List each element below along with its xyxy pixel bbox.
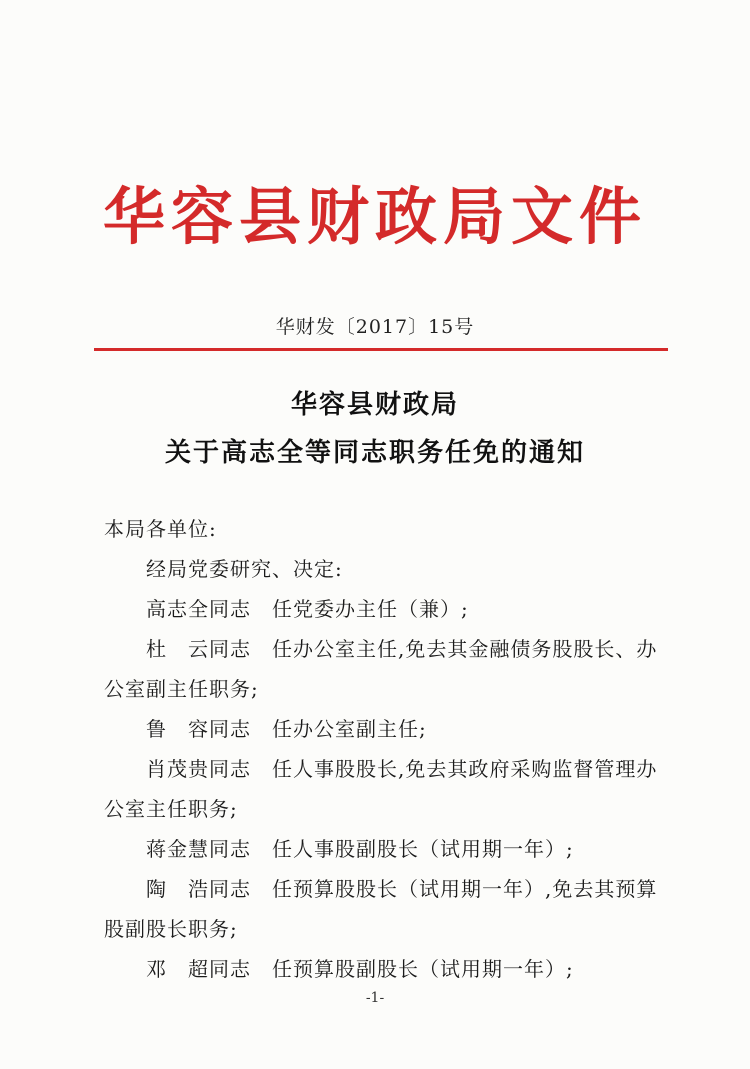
document-header-title: 华容县财政局文件 <box>102 180 647 253</box>
document-number: 华财发〔2017〕15号 <box>275 316 475 338</box>
red-divider-line <box>94 348 668 351</box>
body-line: 肖茂贵同志 任人事股股长,免去其政府采购监督管理办 <box>146 757 658 781</box>
body-line: 经局党委研究、决定: <box>146 557 343 581</box>
page-number: -1- <box>365 990 385 1006</box>
notice-title-line2: 关于高志全等同志职务任免的通知 <box>164 438 585 468</box>
body-line: 蒋金慧同志 任人事股副股长（试用期一年）; <box>146 837 574 861</box>
salutation: 本局各单位: <box>104 517 217 541</box>
notice-title-line1: 华容县财政局 <box>290 390 459 420</box>
body-line: 邓 超同志 任预算股副股长（试用期一年）; <box>146 957 574 981</box>
body-line: 股副股长职务; <box>104 917 238 941</box>
body-line: 陶 浩同志 任预算股股长（试用期一年）,免去其预算 <box>146 877 658 901</box>
body-line: 杜 云同志 任办公室主任,免去其金融债务股股长、办 <box>146 637 658 661</box>
body-line: 高志全同志 任党委办主任（兼）; <box>146 597 469 621</box>
body-line: 公室主任职务; <box>104 797 238 821</box>
body-line: 鲁 容同志 任办公室副主任; <box>146 717 427 741</box>
body-line: 公室副主任职务; <box>104 677 259 701</box>
